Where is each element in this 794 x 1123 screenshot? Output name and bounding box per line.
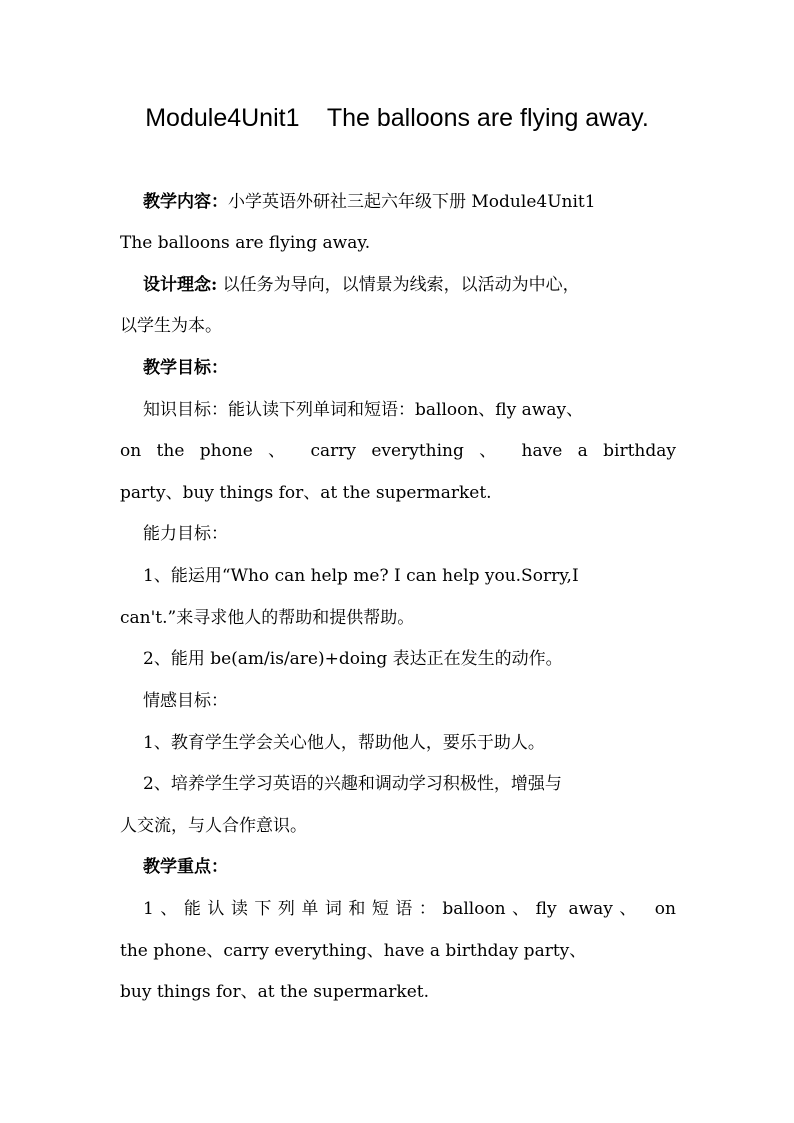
teaching-content-text: 小学英语外研社三起六年级下册 Module4Unit1 xyxy=(228,192,596,212)
key-point-item-1-line-2: the phone、carry everything、have a birthday party、 xyxy=(120,941,587,961)
knowledge-objective-line-2: on the phone 、 carry everything 、 have a birthday xyxy=(120,441,676,461)
emotion-objective-heading: 情感目标： xyxy=(143,691,228,711)
ability-item-1-line-1: 1、能运用“Who can help me? I can help you.Sorry,I xyxy=(143,566,579,586)
emotion-item-2-line-2: 人交流，与人合作意识。 xyxy=(120,816,307,836)
ability-item-1-line-2: can't.”来寻求他人的帮助和提供帮助。 xyxy=(120,608,415,628)
teaching-content-paragraph xyxy=(143,188,676,216)
key-points-heading: 教学重点： xyxy=(143,857,228,877)
emotion-item-1: 1、教育学生学会关心他人，帮助他人，要乐于助人。 xyxy=(143,733,545,753)
knowledge-objective-line-3: party、buy things for、at the supermarket. xyxy=(120,483,492,503)
design-concept-label: 设计理念: xyxy=(143,275,218,295)
teaching-content-label: 教学内容： xyxy=(143,192,228,212)
key-point-item-1-line-3: buy things for、at the supermarket. xyxy=(120,982,430,1002)
design-concept-continuation: 以学生为本。 xyxy=(120,316,222,336)
design-concept-paragraph xyxy=(143,271,676,299)
document-title: Module4Unit1 The balloons are flying away. xyxy=(145,104,649,132)
teaching-content-continuation: The balloons are flying away. xyxy=(120,233,371,253)
ability-objective-heading: 能力目标： xyxy=(143,524,228,544)
emotion-item-2-line-1: 2、培养学生学习英语的兴趣和调动学习积极性，增强与 xyxy=(143,774,562,794)
key-point-item-1-line-1: 1、能认读下列单词和短语：balloon、fly away、 on xyxy=(143,899,676,919)
teaching-objectives-heading: 教学目标： xyxy=(143,358,228,378)
ability-item-2: 2、能用 be(am/is/are)+doing 表达正在发生的动作。 xyxy=(143,649,563,669)
knowledge-objective-line-1: 知识目标：能认读下列单词和短语：balloon、fly away、 xyxy=(143,400,584,420)
design-concept-text: 以任务为导向，以情景为线索，以活动为中心， xyxy=(217,275,580,295)
